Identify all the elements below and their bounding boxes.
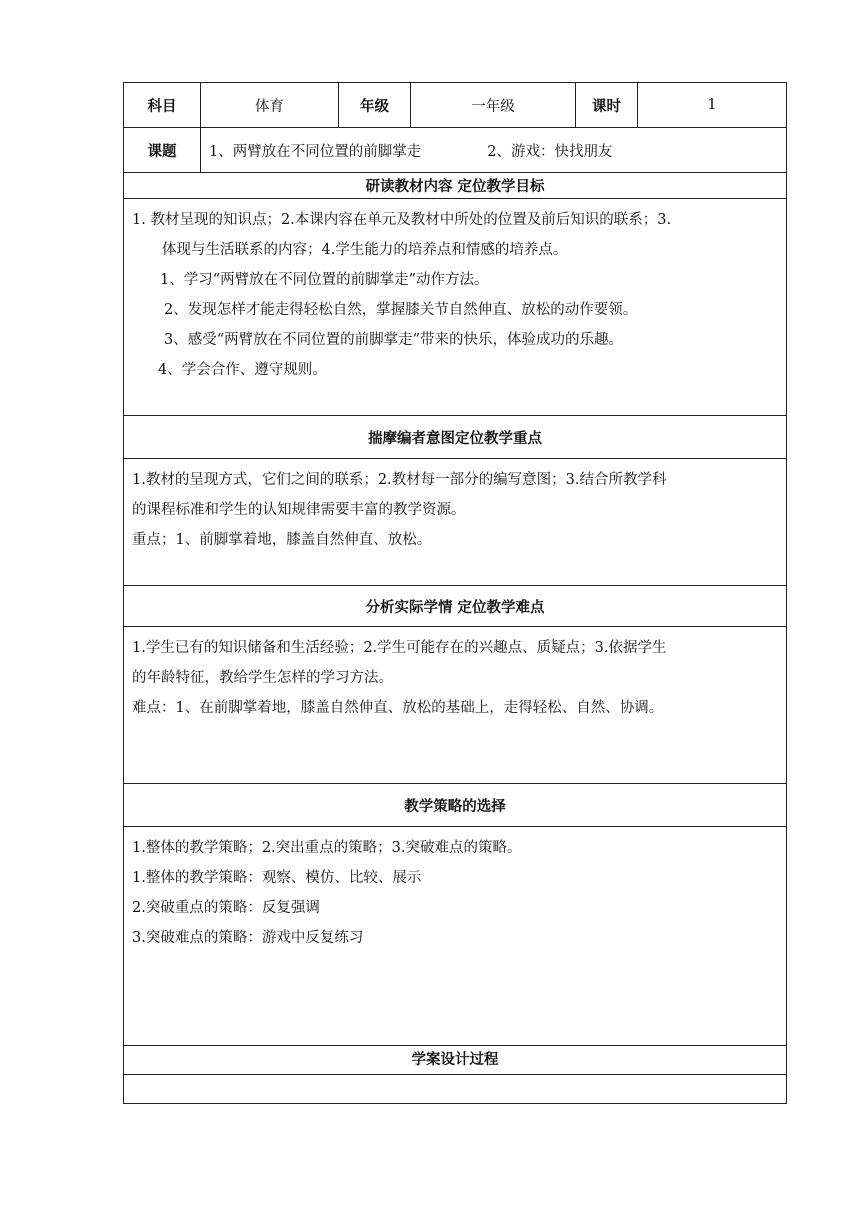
key-points-intro-line-2: 的课程标准和学生的认知规律需要丰富的教学资源。: [132, 502, 466, 518]
key-points-title-row: [124, 416, 787, 459]
key-points-title: 揣摩编者意图定位教学重点: [124, 416, 787, 459]
key-points-intro-line-1: 1.教材的呈现方式，它们之间的联系；2.教材每一部分的编写意图；3.结合所教学科: [132, 472, 667, 488]
design-body: [124, 1075, 787, 1104]
strategies-body-row: [124, 827, 787, 1046]
difficulties-title: 分析实际学情 定位教学难点: [124, 586, 787, 627]
grade-label: 年级: [339, 83, 411, 128]
difficulties-body: [124, 627, 787, 784]
objective-item-3: 3、感受“两臂放在不同位置的前脚掌走”带来的快乐，体验成功的乐趣。: [164, 332, 624, 348]
key-points-focus: 重点；1、前脚掌着地，膝盖自然伸直、放松。: [132, 532, 432, 548]
topic-label: 课题: [124, 128, 201, 173]
key-points-body-row: [124, 459, 787, 586]
period-value: 1: [638, 83, 787, 128]
design-title-row: [124, 1046, 787, 1075]
strategies-body: [124, 827, 787, 1046]
subject-value: 体育: [201, 83, 339, 128]
difficulties-focus: 难点：1、在前脚掌着地，膝盖自然伸直、放松的基础上，走得轻松、自然、协调。: [132, 700, 664, 716]
objectives-body: [124, 199, 787, 416]
strategy-line-2: 1.整体的教学策略：观察、模仿、比较、展示: [132, 870, 422, 886]
strategy-line-1: 1.整体的教学策略；2.突出重点的策略；3.突破难点的策略。: [132, 840, 522, 856]
design-title: 学案设计过程: [124, 1046, 787, 1075]
difficulties-title-row: [124, 586, 787, 627]
strategy-line-3: 2.突破重点的策略：反复强调: [132, 900, 320, 916]
objectives-intro-line-1: 1. 教材呈现的知识点；2.本课内容在单元及教材中所处的位置及前后知识的联系；3.: [132, 212, 672, 228]
strategies-title: 教学策略的选择: [124, 784, 787, 827]
objective-item-4: 4、学会合作、遵守规则。: [158, 362, 327, 378]
strategy-line-4: 3.突破难点的策略：游戏中反复练习: [132, 930, 364, 946]
strategies-title-row: [124, 784, 787, 827]
topic-item-1: 1、两臂放在不同位置的前脚掌走: [209, 143, 422, 160]
difficulties-body-row: [124, 627, 787, 784]
lesson-plan-table: [123, 82, 787, 1104]
difficulties-intro-line-2: 的年龄特征，教给学生怎样的学习方法。: [132, 670, 393, 686]
objective-item-1: 1、学习“两臂放在不同位置的前脚掌走”动作方法。: [160, 272, 489, 288]
objectives-title: 研读教材内容 定位教学目标: [124, 173, 787, 199]
objective-item-2: 2、发现怎样才能走得轻松自然，掌握膝关节自然伸直、放松的动作要领。: [164, 302, 638, 318]
difficulties-intro-line-1: 1.学生已有的知识储备和生活经验；2.学生可能存在的兴趣点、质疑点；3.依据学生: [132, 640, 667, 656]
key-points-body: [124, 459, 787, 586]
topic-item-2: 2、游戏：快找朋友: [487, 143, 613, 160]
topic-value: [201, 128, 787, 173]
header-row: [124, 83, 787, 128]
subject-label: 科目: [124, 83, 201, 128]
objectives-body-row: [124, 199, 787, 416]
period-label: 课时: [576, 83, 638, 128]
objectives-title-row: [124, 173, 787, 199]
grade-value: 一年级: [411, 83, 576, 128]
lesson-plan-sheet: [123, 82, 786, 1090]
topic-row: [124, 128, 787, 173]
design-body-row: [124, 1075, 787, 1104]
objectives-intro-line-2: 体现与生活联系的内容；4.学生能力的培养点和情感的培养点。: [162, 242, 568, 258]
